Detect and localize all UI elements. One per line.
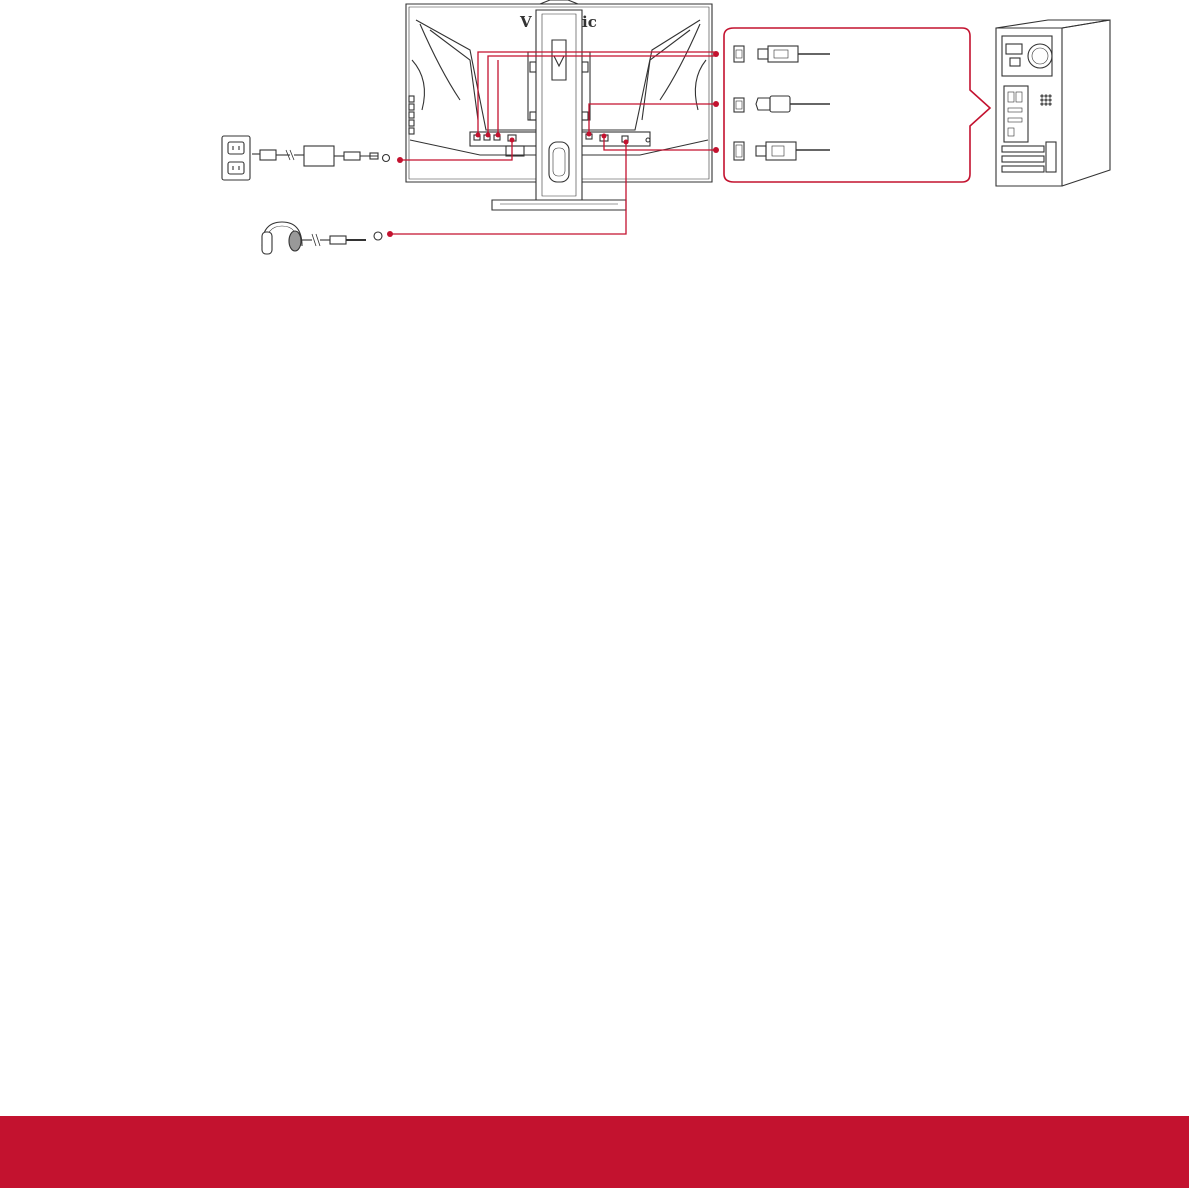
monitor-brand-logo: V [520, 13, 532, 31]
wall-outlet-icon [222, 136, 250, 180]
pc-connector-panel [724, 28, 990, 182]
footer-band [0, 1116, 1189, 1188]
monitor-brand-logo-tail: ic [582, 13, 597, 31]
connection-diagram [0, 0, 1189, 300]
monitor-rear-view [406, 0, 712, 210]
usb-plug-icon [734, 46, 830, 62]
headphones-icon [262, 222, 382, 254]
hdmi-plug-icon [734, 96, 830, 112]
power-adapter-icon [252, 146, 390, 166]
computer-tower-icon [996, 20, 1110, 186]
displayport-plug-icon [734, 142, 830, 160]
